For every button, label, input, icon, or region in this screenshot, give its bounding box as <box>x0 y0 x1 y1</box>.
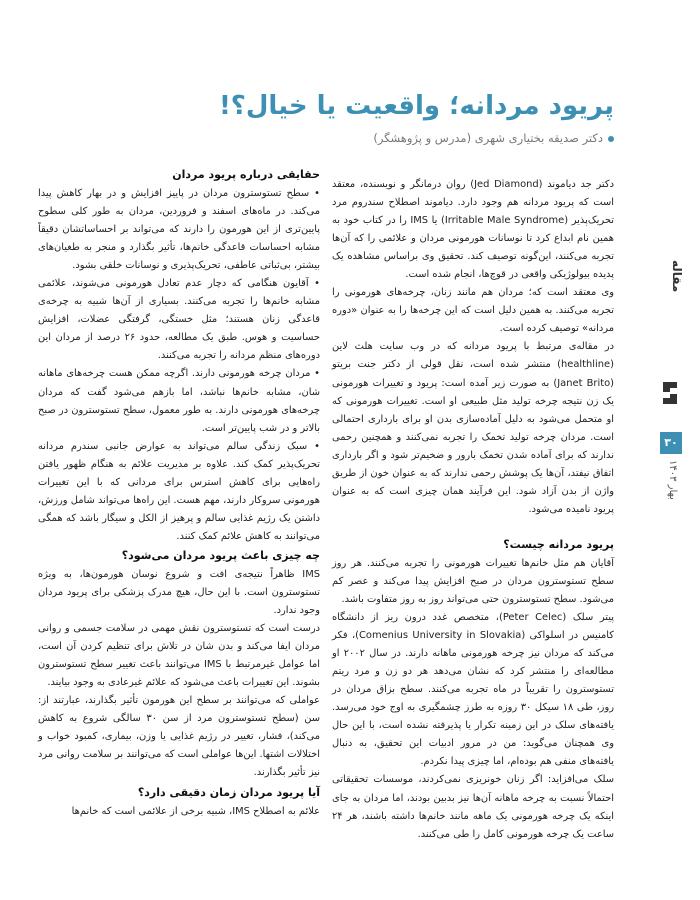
body-paragraph: • مردان چرخه هورمونی دارند. اگرچه ممکن هست چرخه‌های ماهانه شان، مشابه خانم‌ها نباشد، اما بازهم می‌شود گفت که مردان چرخه‌های هورمونی دارند. به طور معمول، سطح تستوسترون در صبح بالاتر و در شب پایین‌تر است. <box>38 368 320 434</box>
section-heading: آیا پریود مردان زمان دقیقی دارد؟ <box>137 785 320 799</box>
body-paragraph: • سبک زندگی سالم می‌تواند به عوارض جانبی سندرم مردانه تحریک‌پذیر کمک کند. علاوه بر مدیریت علائم به هنگام ظهور یافتن راه‌هایی برای کاهش استرس برای مردانی که با این تغییرات هورمونی سروکار دارند، مهم هست. این راه‌ها می‌تواند شامل ورزش، داشتن یک رژیم غذایی سالم و پرهیز از الکل و سیگار باشد که همگی می‌توانند به کاهش علائم کمک کنند. <box>38 440 320 542</box>
body-paragraph: سلک می‌افزاید: اگر زنان خونریزی نمی‌کردند، موسسات تحقیقاتی احتمالاً نسبت به چرخه ماهانه آن‌ها نیز بدبین بودند، اما مردان به جای اینکه یک چرخه هورمونی یک ماهه مانند خانم‌ها داشته باشند، هر ۲۴ ساعت یک چرخه هورمونی کامل را طی می‌کنند. <box>332 774 614 840</box>
author-name: دکتر صدیقه بختیاری شهری (مدرس و پژوهشگر) <box>373 131 603 145</box>
bullet-dot-icon <box>608 136 614 142</box>
section-label: مقاله <box>670 260 684 293</box>
article-title: پریود مردانه؛ واقعیت یا خیال؟! <box>218 91 614 121</box>
body-paragraph: • سطح تستوسترون مردان در پاییز افزایش و در بهار کاهش پیدا می‌کند. در ماه‌های اسفند و فروردین، مردان به طور کلی سطوح پایین‌تری از این هورمون را دارند که می‌تواند بر احساساتشان دقیقاً مشابه احساسات قاعدگی خانم‌ها، تأثیر بگذارد و منجر به طغیان‌های بیشتر، بی‌ثباتی عاطفی، تحریک‌پذیری و نوسانات خلقی بشود. <box>38 188 320 272</box>
body-paragraph: پیتر سلک (Peter Celec)، متخصص غدد درون ریز از دانشگاه کامنیس در اسلواکی (Comenius University in Slovakia)، فکر می‌کند که مردان نیز چرخه هورمونی ماهانه دارند. در سال ۲۰۰۲ او مطالعه‌ای را منتشر کرد که نشان می‌دهد هر دو زن و مرد ریتم تستوسترون را تقریباً در ماه تجربه می‌کنند. سطح بزاق مردان در روز، طی ۱۸ سیکل ۳۰ روزه به طرز چشمگیری به اوج خود می‌رسد. یافته‌های سلک در این زمینه تکرار یا پذیرفته نشده است، با این حال وی همچنان می‌گوید: من در مرور ادبیات این تحقیق، به دنبال یافته‌های منفی هم بوده‌ام، اما چیزی پیدا نکردم. <box>332 612 615 768</box>
issue-date: بهار ۱۴۰۳ <box>667 460 678 500</box>
body-paragraph: درست است که تستوسترون نقش مهمی در سلامت جسمی و روانی مردان ایفا می‌کند و بدن شان در تلاش برای تنظیم کردن آن است، اما عوامل غیرمرتبط با IMS می‌توانند باعث تغییر سطح تستوسترون بشوند. این تغییرات باعث می‌شود که علائم غیرعادی به وجود بیایند. <box>38 623 320 689</box>
page-number: ۳۰ <box>660 432 682 454</box>
body-paragraph: دکتر جد دیاموند (Jed Diamond) روان درمانگر و نویسنده، معتقد است که پریود مردانه هم وجود دارد. دیاموند اصطلاح سندروم مرد تحریک‌پذیر (Irritable Male Syndrome) یا IMS را در کتاب خود به همین نام ابداع کرد تا نوسانات هورمونی مردان و علائمی را که آن‌ها تجربه می‌کنند، این‌گونه توصیف کند. تحقیق وی براساس مشاهده یک پدیده بیولوژیکی واقعی در قوچ‌ها، انجام شده است. <box>332 179 614 281</box>
paragraph-gap <box>332 519 614 535</box>
right-text-column <box>332 176 614 844</box>
article-header <box>194 88 614 146</box>
body-paragraph: وی معتقد است که؛ مردان هم مانند زنان، چرخه‌های هورمونی را تجربه می‌کنند. به همین دلیل است که این چرخه‌ها را به عنوان «دوره مردانه» توصیف کرده است. <box>332 287 614 335</box>
article-author <box>194 130 614 146</box>
section-heading: حقایقی درباره پریود مردان <box>172 168 320 181</box>
left-text-column <box>38 165 320 821</box>
magazine-logo-icon <box>660 380 680 406</box>
body-paragraph: آقایان هم مثل خانم‌ها تغییرات هورمونی را تجربه می‌کنند. هر روز سطح تستوسترون مردان در صبح افزایش پیدا می‌کند و عصر کم می‌شود. سطح تستوسترون حتی می‌تواند روز به روز متفاوت باشد. <box>332 557 614 605</box>
body-paragraph: عواملی که می‌توانند بر سطح این هورمون تأثیر بگذارند، عبارتند از: سن (سطح تستوسترون مرد از سن ۳۰ سالگی شروع به کاهش می‌کند)، فشار، تغییر در رژیم غذایی یا وزن، بیماری، کمبود خواب و اختلالات اشتها. این‌ها عواملی است که می‌توانند بر سلامت روانی مرد نیز تأثیر بگذارند. <box>38 695 320 779</box>
body-paragraph: • آقایون هنگامی که دچار عدم تعادل هورمونی می‌شوند، علائمی مشابه خانم‌ها را تجربه می‌کنند. بسیاری از آن‌ها شبیه به چرخه‌ی قاعدگی زنان هستند؛ مثل خستگی، گرفتگی عضلات، افزایش حساسیت و هوس. طبق یک مطالعه، حدود ۲۶ درصد از مردان این دوره‌های منظم مردانه را تجربه می‌کنند. <box>38 278 320 362</box>
section-heading: چه چیزی باعث پریود مردان می‌شود؟ <box>121 548 320 562</box>
section-heading: پریود مردانه چیست؟ <box>503 537 614 551</box>
body-paragraph: در مقاله‌ی مرتبط با پریود مردانه که در وب سایت هلث لاین (healthline) منتشر شده است، نقل قولی از دکتر جنت بریتو (Janet Brito) به صورت زیر آمده است: پریود و تغییرات هورمونی یک زن نتیجه چرخه تولید مثل طبیعی او است. تغییرات هورمونی که او متحمل می‌شود به دلیل آماده‌سازی بدن او برای بارداری احتمالی است. مردان چرخه تولید تخمک را تجربه نمی‌کنند و همچنین رحمی ندارند که برای آماده شدن تخمک بارور و ضخیم‌تر شود و اگر بارداری اتفاق نیفتد، آن‌ها یک پوشش رحمی ندارند که به عنوان خون از طریق واژن از بدن آزاد شود. این فرآیند همان چیزی است که به عنوان پریود نامیده می‌شود. <box>332 341 614 515</box>
body-paragraph: علائم به اصطلاح IMS، شبیه برخی از علائمی است که خانم‌ها <box>71 805 320 817</box>
body-paragraph: IMS ظاهراً نتیجه‌ی افت و شروع نوسان هورمون‌ها، به ویژه تستوسترون است. با این حال، هیچ مدرک پزشکی برای پریود مردان وجود ندارد. <box>38 568 320 617</box>
